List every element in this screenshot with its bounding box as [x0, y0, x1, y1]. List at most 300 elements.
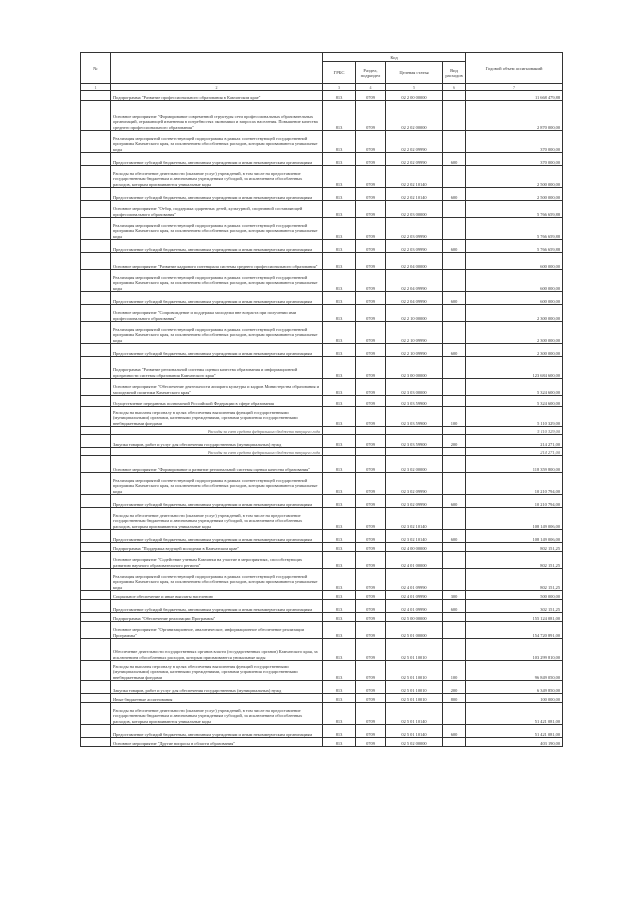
header-code-group: Код — [323, 53, 466, 62]
row-grbs: 813 — [323, 622, 356, 639]
row-razdel: 0709 — [356, 131, 386, 153]
row-name: Предоставление субсидий бюджетным, автономным учреждениям и иным некоммерческим организациям — [111, 188, 323, 201]
table-row — [81, 201, 563, 218]
row-grbs: 813 — [323, 253, 356, 270]
row-grbs: 813 — [323, 201, 356, 218]
row-vid: 600 — [443, 530, 466, 543]
row-razdel: 0709 — [356, 292, 386, 305]
row-amount: 118 359 800,00 — [466, 456, 563, 473]
row-name: Основное мероприятие "Развитие кадрового потенциала системы среднего профессионального образования" — [111, 253, 323, 270]
table-row — [81, 166, 563, 188]
row-vid — [443, 305, 466, 322]
table-row — [81, 456, 563, 473]
row-vid — [443, 552, 466, 569]
row-tselevaya: 02 2 02 10140 — [386, 166, 443, 188]
row-tselevaya: 02 2 03 09990 — [386, 218, 443, 240]
row-index — [81, 101, 111, 131]
row-vid — [443, 456, 466, 473]
row-razdel: 0709 — [356, 543, 386, 552]
row-amount: 154 720 891,00 — [466, 622, 563, 639]
row-tselevaya: 02 2 02 09990 — [386, 131, 443, 153]
row-vid — [443, 703, 466, 725]
row-index — [81, 639, 111, 661]
row-tselevaya: 02 2 10 09990 — [386, 322, 443, 344]
row-grbs: 813 — [323, 292, 356, 305]
row-amount: 600 000,00 — [466, 292, 563, 305]
table-row — [81, 101, 563, 131]
row-tselevaya: 02 4 00 00000 — [386, 543, 443, 552]
row-vid — [443, 357, 466, 379]
row-index — [81, 495, 111, 508]
row-index — [81, 322, 111, 344]
row-vid — [443, 508, 466, 530]
row-razdel: 0709 — [356, 681, 386, 694]
header-tselevaya: Целевая статья — [386, 62, 443, 84]
row-index — [81, 552, 111, 569]
table-row — [81, 543, 563, 552]
row-razdel: 0709 — [356, 622, 386, 639]
row-tselevaya: 02 4 01 09990 — [386, 591, 443, 600]
row-vid — [443, 396, 466, 407]
row-grbs: 813 — [323, 131, 356, 153]
row-amount: 214 271,00 — [466, 448, 563, 456]
row-amount: 802 151,25 — [466, 552, 563, 569]
budget-rows — [81, 91, 563, 747]
row-grbs: 813 — [323, 396, 356, 407]
table-row — [81, 396, 563, 407]
row-tselevaya: 02 2 00 00000 — [386, 91, 443, 101]
row-amount: 370 000,00 — [466, 131, 563, 153]
table-row — [81, 322, 563, 344]
row-razdel: 0709 — [356, 639, 386, 661]
row-name: Подпрограмма "Развитие профессионального образования в Камчатском крае" — [111, 91, 323, 101]
row-name: Закупка товаров, работ и услуг для обеспечения государственных (муниципальных) нужд — [111, 435, 323, 448]
row-tselevaya: 02 3 02 00000 — [386, 456, 443, 473]
row-grbs: 813 — [323, 188, 356, 201]
row-razdel: 0709 — [356, 201, 386, 218]
row-amount: 5 110 329,00 — [466, 427, 563, 435]
header-vid: Вид расходов — [443, 62, 466, 84]
row-grbs: 813 — [323, 101, 356, 131]
row-vid — [443, 448, 466, 456]
row-razdel: 0709 — [356, 552, 386, 569]
row-tselevaya: 02 2 04 09990 — [386, 292, 443, 305]
note-row — [81, 427, 563, 435]
row-razdel: 0709 — [356, 357, 386, 379]
row-name: Реализация мероприятий соответствующей подпрограммы в рамках соответствующей государственной программы Камчатского края, за исключением обособленных расходов, которым присваиваются уникальные коды — [111, 473, 323, 495]
row-tselevaya: 02 2 10 09990 — [386, 344, 443, 357]
table-row — [81, 292, 563, 305]
row-grbs: 813 — [323, 495, 356, 508]
table-row — [81, 622, 563, 639]
header-row-top — [81, 53, 563, 62]
row-tselevaya: 02 5 01 10140 — [386, 703, 443, 725]
row-vid: 600 — [443, 725, 466, 738]
row-razdel: 0709 — [356, 725, 386, 738]
row-name: Предоставление субсидий бюджетным, автономным учреждениям и иным некоммерческим организациям — [111, 292, 323, 305]
row-grbs: 813 — [323, 270, 356, 292]
row-amount: 5 766 659,88 — [466, 240, 563, 253]
row-index — [81, 543, 111, 552]
row-index — [81, 694, 111, 703]
row-name: Подпрограмма "Обеспечение реализации Программы" — [111, 613, 323, 622]
row-index — [81, 379, 111, 396]
row-grbs: 813 — [323, 344, 356, 357]
table-row — [81, 131, 563, 153]
row-vid — [443, 91, 466, 101]
row-name: Основное мероприятие "Формирование и развитие региональной системы оценки качества образования" — [111, 456, 323, 473]
row-name: Реализация мероприятий соответствующей подпрограммы в рамках соответствующей государственной программы Камчатского края, за исключением обособленных расходов, которым присваиваются уникальные коды — [111, 569, 323, 591]
row-grbs — [323, 427, 356, 435]
row-index — [81, 681, 111, 694]
row-name: Расходы на выплаты персоналу в целях обеспечения выполнения функций государственными (муниципальными) органами, казенными учреждениями, органами управления государственными внебюджетными фондами — [111, 661, 323, 681]
row-name: Расходы на обеспечение деятельности (оказание услуг) учреждений, в том числе на предоставление государственным бюджетным и автономным учреждениям субсидий, за исключением обособленных расходов, которым присваиваются уникальные коды — [111, 166, 323, 188]
row-tselevaya — [386, 448, 443, 456]
row-name: Расходы на обеспечение деятельности (оказание услуг) учреждений, в том числе на предоставление государственным бюджетным и автономным учреждениям субсидий, за исключением обособленных расходов, которым присваиваются уникальные коды — [111, 508, 323, 530]
row-amount: 108 149 006,00 — [466, 508, 563, 530]
row-razdel: 0709 — [356, 305, 386, 322]
header-name — [111, 53, 323, 84]
row-razdel — [356, 448, 386, 456]
row-grbs: 813 — [323, 240, 356, 253]
table-row — [81, 379, 563, 396]
row-tselevaya: 02 5 01 10140 — [386, 725, 443, 738]
column-number: 1 — [81, 84, 111, 91]
row-name: Основное мероприятие "Отбор, поддержка одаренных детей, культурной, спортивной составляющей профессионального образования" — [111, 201, 323, 218]
table-row — [81, 188, 563, 201]
row-name: Реализация мероприятий соответствующей подпрограммы в рамках соответствующей государственной программы Камчатского края, за исключением обособленных расходов, которым присваиваются уникальные коды — [111, 322, 323, 344]
row-tselevaya: 02 5 01 10010 — [386, 694, 443, 703]
row-tselevaya: 02 2 02 00000 — [386, 101, 443, 131]
row-name: Расходы за счет средств федерального бюджета текущего года — [111, 427, 323, 435]
row-razdel: 0709 — [356, 240, 386, 253]
row-tselevaya: 02 5 02 00000 — [386, 738, 443, 747]
row-grbs: 813 — [323, 508, 356, 530]
row-tselevaya: 02 5 01 10010 — [386, 661, 443, 681]
row-tselevaya: 02 4 01 09990 — [386, 600, 443, 613]
row-amount: 302 151,25 — [466, 600, 563, 613]
row-index — [81, 153, 111, 166]
row-grbs — [323, 448, 356, 456]
row-name: Предоставление субсидий бюджетным, автономным учреждениям и иным некоммерческим организациям — [111, 530, 323, 543]
row-grbs: 813 — [323, 738, 356, 747]
row-grbs: 813 — [323, 530, 356, 543]
row-amount: 155 124 081,00 — [466, 613, 563, 622]
row-amount: 6 349 850,00 — [466, 681, 563, 694]
row-name: Основное мероприятие "Содействие ученым Камчатки на участие в мероприятиях, способствующих развитию научного образовательного региона" — [111, 552, 323, 569]
row-vid — [443, 639, 466, 661]
row-index — [81, 435, 111, 448]
row-grbs: 813 — [323, 725, 356, 738]
row-tselevaya: 02 4 01 09990 — [386, 569, 443, 591]
row-tselevaya: 02 3 00 00000 — [386, 357, 443, 379]
row-index — [81, 188, 111, 201]
row-vid — [443, 622, 466, 639]
table-row — [81, 218, 563, 240]
column-number: 5 — [386, 84, 443, 91]
row-razdel: 0709 — [356, 344, 386, 357]
row-razdel: 0709 — [356, 600, 386, 613]
row-grbs: 813 — [323, 703, 356, 725]
row-razdel: 0709 — [356, 253, 386, 270]
row-razdel: 0709 — [356, 166, 386, 188]
row-grbs: 813 — [323, 218, 356, 240]
row-index — [81, 201, 111, 218]
row-vid: 600 — [443, 240, 466, 253]
row-vid: 600 — [443, 344, 466, 357]
row-razdel: 0709 — [356, 473, 386, 495]
row-razdel: 0709 — [356, 495, 386, 508]
row-name: Осуществление переданных полномочий Российской Федерации в сфере образования — [111, 396, 323, 407]
row-vid — [443, 218, 466, 240]
row-razdel: 0709 — [356, 188, 386, 201]
row-razdel: 0709 — [356, 322, 386, 344]
row-grbs: 813 — [323, 435, 356, 448]
row-tselevaya: 02 3 02 09990 — [386, 495, 443, 508]
row-name: Иные бюджетные ассигнования — [111, 694, 323, 703]
row-tselevaya: 02 2 02 10140 — [386, 188, 443, 201]
table-row — [81, 569, 563, 591]
row-index — [81, 569, 111, 591]
row-index — [81, 613, 111, 622]
row-vid: 600 — [443, 188, 466, 201]
row-razdel: 0709 — [356, 661, 386, 681]
row-vid — [443, 166, 466, 188]
row-vid: 300 — [443, 591, 466, 600]
row-vid — [443, 270, 466, 292]
row-razdel: 0709 — [356, 508, 386, 530]
row-vid: 200 — [443, 435, 466, 448]
row-index — [81, 292, 111, 305]
row-razdel — [356, 427, 386, 435]
table-row — [81, 508, 563, 530]
row-grbs: 813 — [323, 613, 356, 622]
column-number: 4 — [356, 84, 386, 91]
row-name: Реализация мероприятий соответствующей подпрограммы в рамках соответствующей государственной программы Камчатского края, за исключением обособленных расходов, которым присваиваются уникальные коды — [111, 131, 323, 153]
row-index — [81, 530, 111, 543]
row-amount: 108 149 006,00 — [466, 530, 563, 543]
row-amount: 500 000,00 — [466, 591, 563, 600]
row-grbs: 813 — [323, 407, 356, 427]
row-vid — [443, 473, 466, 495]
row-vid — [443, 543, 466, 552]
table-row — [81, 661, 563, 681]
budget-table — [80, 52, 563, 747]
row-grbs: 813 — [323, 600, 356, 613]
row-vid — [443, 738, 466, 747]
row-name: Реализация мероприятий соответствующей подпрограммы в рамках соответствующей государственной программы Камчатского края, за исключением обособленных расходов, которым присваиваются уникальные коды — [111, 270, 323, 292]
row-name: Основное мероприятие "Обеспечение деятельности аппарата культуры и кадров Министерства образования и молодежной политики Камчатского края" — [111, 379, 323, 396]
row-index — [81, 218, 111, 240]
table-row — [81, 738, 563, 747]
row-tselevaya: 02 4 01 00000 — [386, 552, 443, 569]
row-index — [81, 456, 111, 473]
row-tselevaya: 02 3 03 59900 — [386, 407, 443, 427]
row-vid — [443, 379, 466, 396]
row-index — [81, 166, 111, 188]
row-razdel: 0709 — [356, 613, 386, 622]
row-tselevaya: 02 2 04 00000 — [386, 253, 443, 270]
row-amount: 10 210 794,00 — [466, 495, 563, 508]
row-amount: 96 849 050,00 — [466, 661, 563, 681]
row-vid — [443, 253, 466, 270]
row-grbs: 813 — [323, 661, 356, 681]
row-name: Расходы на обеспечение деятельности (оказание услуг) учреждений, в том числе на предоставление государственным бюджетным и автономным учреждениям субсидий, за исключением обособленных расходов, которым присваиваются уникальные коды — [111, 703, 323, 725]
row-tselevaya: 02 5 01 10010 — [386, 681, 443, 694]
row-index — [81, 600, 111, 613]
row-grbs: 813 — [323, 552, 356, 569]
table-row — [81, 357, 563, 379]
table-row — [81, 305, 563, 322]
row-razdel: 0709 — [356, 569, 386, 591]
row-vid: 100 — [443, 407, 466, 427]
row-razdel: 0709 — [356, 153, 386, 166]
row-name: Обеспечение деятельности государственных органов власти (государственных органов) Камчатского края, за исключением обособленных расходов, которым присваиваются уникальные коды — [111, 639, 323, 661]
column-number: 6 — [443, 84, 466, 91]
row-index — [81, 240, 111, 253]
row-index — [81, 661, 111, 681]
row-name: Предоставление субсидий бюджетным, автономным учреждениям и иным некоммерческим организациям — [111, 725, 323, 738]
row-tselevaya: 02 3 03 59900 — [386, 396, 443, 407]
row-tselevaya — [386, 427, 443, 435]
row-amount: 100 000,00 — [466, 694, 563, 703]
table-row — [81, 495, 563, 508]
column-number: 3 — [323, 84, 356, 91]
row-amount: 2 500 000,00 — [466, 188, 563, 201]
row-tselevaya: 02 2 02 09990 — [386, 153, 443, 166]
row-name: Предоставление субсидий бюджетным, автономным учреждениям и иным некоммерческим организациям — [111, 344, 323, 357]
row-amount: 2 300 000,00 — [466, 305, 563, 322]
row-tselevaya: 02 5 01 00000 — [386, 622, 443, 639]
row-index — [81, 738, 111, 747]
row-vid — [443, 131, 466, 153]
header-amount: Годовой объем ассигнований — [466, 53, 563, 84]
row-vid: 100 — [443, 661, 466, 681]
table-row — [81, 153, 563, 166]
table-row — [81, 253, 563, 270]
table-row — [81, 435, 563, 448]
row-grbs: 813 — [323, 357, 356, 379]
table-row — [81, 344, 563, 357]
row-name: Социальное обеспечение и иные выплаты населению — [111, 591, 323, 600]
row-grbs: 813 — [323, 305, 356, 322]
row-razdel: 0709 — [356, 407, 386, 427]
table-row — [81, 681, 563, 694]
row-name: Реализация мероприятий соответствующей подпрограммы в рамках соответствующей государственной программы Камчатского края, за исключением обособленных расходов, которым присваиваются уникальные коды — [111, 218, 323, 240]
row-grbs: 813 — [323, 166, 356, 188]
row-index — [81, 344, 111, 357]
row-razdel: 0709 — [356, 738, 386, 747]
row-tselevaya: 02 3 03 59900 — [386, 435, 443, 448]
table-row — [81, 530, 563, 543]
row-vid — [443, 427, 466, 435]
row-amount: 5 324 600,00 — [466, 379, 563, 396]
row-razdel: 0709 — [356, 379, 386, 396]
table-row — [81, 613, 563, 622]
row-grbs: 813 — [323, 694, 356, 703]
row-vid — [443, 613, 466, 622]
row-vid — [443, 569, 466, 591]
row-index — [81, 473, 111, 495]
row-name: Подпрограмма "Развитие региональной системы оценки качества образования и информационной прозрачности системы образования Камчатского края" — [111, 357, 323, 379]
row-index — [81, 427, 111, 435]
row-name: Предоставление субсидий бюджетным, автономным учреждениям и иным некоммерческим организациям — [111, 600, 323, 613]
row-index — [81, 253, 111, 270]
row-vid — [443, 322, 466, 344]
row-name: Расходы за счет средств федерального бюджета текущего года — [111, 448, 323, 456]
row-amount: 403 190,00 — [466, 738, 563, 747]
row-razdel: 0709 — [356, 270, 386, 292]
row-name: Расходы на выплаты персоналу в целях обеспечения выполнения функций государственными (муниципальными) органами, казенными учреждениями, органами управления государственными внебюджетными фондами — [111, 407, 323, 427]
table-row — [81, 270, 563, 292]
row-vid: 600 — [443, 495, 466, 508]
header-razdel: Раздел, подраздел — [356, 62, 386, 84]
row-tselevaya: 02 3 02 10140 — [386, 530, 443, 543]
row-tselevaya: 02 2 03 09990 — [386, 240, 443, 253]
row-grbs: 813 — [323, 543, 356, 552]
row-amount: 11 668 479,88 — [466, 91, 563, 101]
row-name: Основное мероприятие "Сопровождение и поддержка молодежи вне возраста при получении ими профессионального образования" — [111, 305, 323, 322]
row-amount: 5 324 600,00 — [466, 396, 563, 407]
row-amount: 10 210 794,00 — [466, 473, 563, 495]
row-name: Подпрограмма "Поддержка ведущей молодежи в Камчатском крае" — [111, 543, 323, 552]
row-amount: 2 300 000,00 — [466, 344, 563, 357]
table-row — [81, 473, 563, 495]
row-vid: 600 — [443, 153, 466, 166]
row-amount: 370 000,00 — [466, 153, 563, 166]
row-grbs: 813 — [323, 639, 356, 661]
row-tselevaya: 02 5 01 10010 — [386, 639, 443, 661]
column-number: 7 — [466, 84, 563, 91]
row-razdel: 0709 — [356, 703, 386, 725]
row-tselevaya: 02 5 00 00000 — [386, 613, 443, 622]
table-row — [81, 552, 563, 569]
row-amount: 802 151,25 — [466, 543, 563, 552]
row-index — [81, 407, 111, 427]
note-row — [81, 448, 563, 456]
table-row — [81, 240, 563, 253]
row-grbs: 813 — [323, 91, 356, 101]
row-name: Предоставление субсидий бюджетным, автономным учреждениям и иным некоммерческим организациям — [111, 495, 323, 508]
row-amount: 103 299 810,00 — [466, 639, 563, 661]
header-grbs: ГРБС — [323, 62, 356, 84]
row-index — [81, 703, 111, 725]
row-grbs: 813 — [323, 591, 356, 600]
row-tselevaya: 02 3 02 09990 — [386, 473, 443, 495]
row-tselevaya: 02 2 10 00000 — [386, 305, 443, 322]
row-name: Основное мероприятие "Формирование современной структуры сети профессиональных образовательных организаций, отражающей изменения в потребностях экономики и запросах населения. Повышение качества среднего профессионального образования" — [111, 101, 323, 131]
row-razdel: 0709 — [356, 456, 386, 473]
row-index — [81, 448, 111, 456]
row-grbs: 813 — [323, 379, 356, 396]
table-row — [81, 639, 563, 661]
row-name: Закупка товаров, работ и услуг для обеспечения государственных (муниципальных) нужд — [111, 681, 323, 694]
row-index — [81, 305, 111, 322]
row-vid — [443, 101, 466, 131]
row-grbs: 813 — [323, 456, 356, 473]
row-amount: 600 000,00 — [466, 270, 563, 292]
row-name: Основное мероприятие "Другие вопросы в области образования" — [111, 738, 323, 747]
row-index — [81, 508, 111, 530]
row-index — [81, 270, 111, 292]
table-row — [81, 725, 563, 738]
row-tselevaya: 02 2 04 09990 — [386, 270, 443, 292]
row-amount: 600 000,00 — [466, 253, 563, 270]
row-amount: 51 421 081,00 — [466, 725, 563, 738]
row-tselevaya: 02 3 03 00000 — [386, 379, 443, 396]
row-vid: 600 — [443, 292, 466, 305]
row-grbs: 813 — [323, 153, 356, 166]
